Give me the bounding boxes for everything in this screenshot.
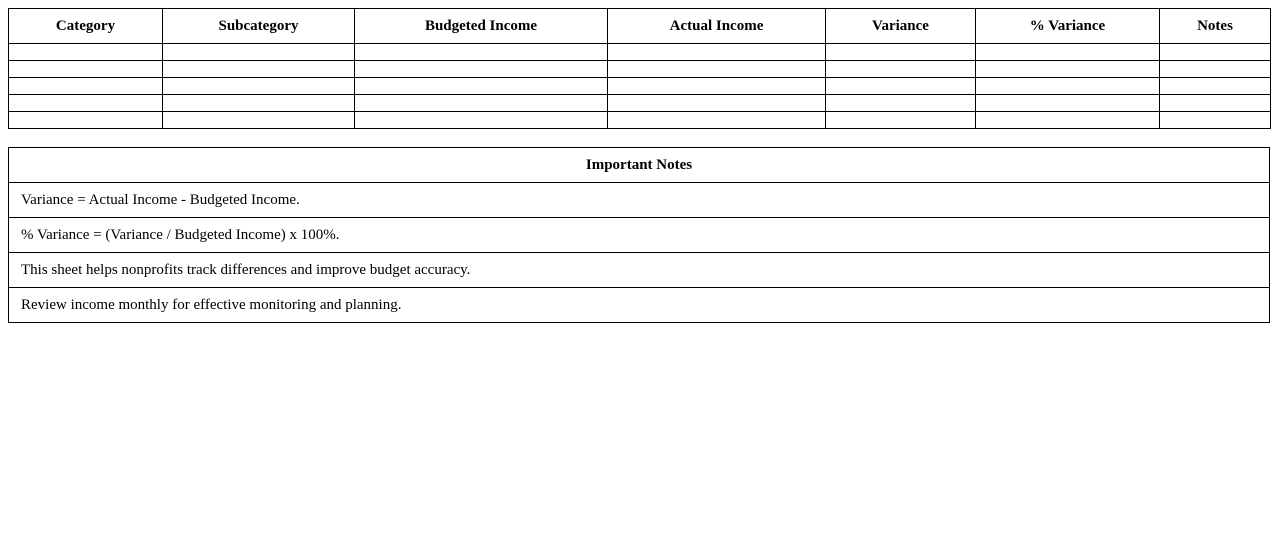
table-cell[interactable] (976, 44, 1160, 61)
table-cell[interactable] (355, 95, 608, 112)
table-cell[interactable] (9, 78, 163, 95)
note-item: Review income monthly for effective monitoring and planning. (9, 288, 1270, 323)
table-cell[interactable] (1160, 78, 1271, 95)
table-cell[interactable] (9, 112, 163, 129)
table-cell[interactable] (163, 44, 355, 61)
header-budgeted-income: Budgeted Income (355, 9, 608, 44)
table-row (9, 44, 1271, 61)
table-cell[interactable] (163, 112, 355, 129)
header-notes: Notes (1160, 9, 1271, 44)
table-cell[interactable] (826, 44, 976, 61)
notes-row (9, 288, 1270, 323)
table-cell[interactable] (355, 44, 608, 61)
table-cell[interactable] (355, 78, 608, 95)
budget-table (8, 8, 1271, 129)
table-cell[interactable] (163, 95, 355, 112)
table-cell[interactable] (608, 44, 826, 61)
note-item: % Variance = (Variance / Budgeted Income) x 100%. (9, 218, 1270, 253)
table-cell[interactable] (1160, 61, 1271, 78)
table-row (9, 61, 1271, 78)
table-cell[interactable] (163, 78, 355, 95)
notes-header-row (9, 148, 1270, 183)
table-cell[interactable] (608, 61, 826, 78)
table-cell[interactable] (976, 78, 1160, 95)
note-item: This sheet helps nonprofits track differences and improve budget accuracy. (9, 253, 1270, 288)
table-row (9, 78, 1271, 95)
table-cell[interactable] (608, 78, 826, 95)
notes-row (9, 218, 1270, 253)
notes-row (9, 183, 1270, 218)
note-item: Variance = Actual Income - Budgeted Income. (9, 183, 1270, 218)
table-cell[interactable] (826, 112, 976, 129)
table-row (9, 95, 1271, 112)
page (8, 8, 1270, 323)
table-cell[interactable] (355, 112, 608, 129)
table-cell[interactable] (826, 61, 976, 78)
table-cell[interactable] (826, 78, 976, 95)
table-cell[interactable] (1160, 44, 1271, 61)
table-cell[interactable] (1160, 95, 1271, 112)
header-actual-income: Actual Income (608, 9, 826, 44)
table-cell[interactable] (976, 95, 1160, 112)
header-subcategory: Subcategory (163, 9, 355, 44)
table-cell[interactable] (9, 61, 163, 78)
table-cell[interactable] (163, 61, 355, 78)
table-cell[interactable] (826, 95, 976, 112)
notes-row (9, 253, 1270, 288)
important-notes-table (8, 147, 1270, 323)
header-percent-variance: % Variance (976, 9, 1160, 44)
table-cell[interactable] (9, 95, 163, 112)
table-cell[interactable] (355, 61, 608, 78)
table-cell[interactable] (608, 95, 826, 112)
table-cell[interactable] (976, 61, 1160, 78)
table-cell[interactable] (1160, 112, 1271, 129)
header-variance: Variance (826, 9, 976, 44)
table-row (9, 112, 1271, 129)
table-cell[interactable] (608, 112, 826, 129)
notes-title: Important Notes (9, 148, 1270, 183)
table-cell[interactable] (976, 112, 1160, 129)
header-category: Category (9, 9, 163, 44)
header-row (9, 9, 1271, 44)
table-cell[interactable] (9, 44, 163, 61)
